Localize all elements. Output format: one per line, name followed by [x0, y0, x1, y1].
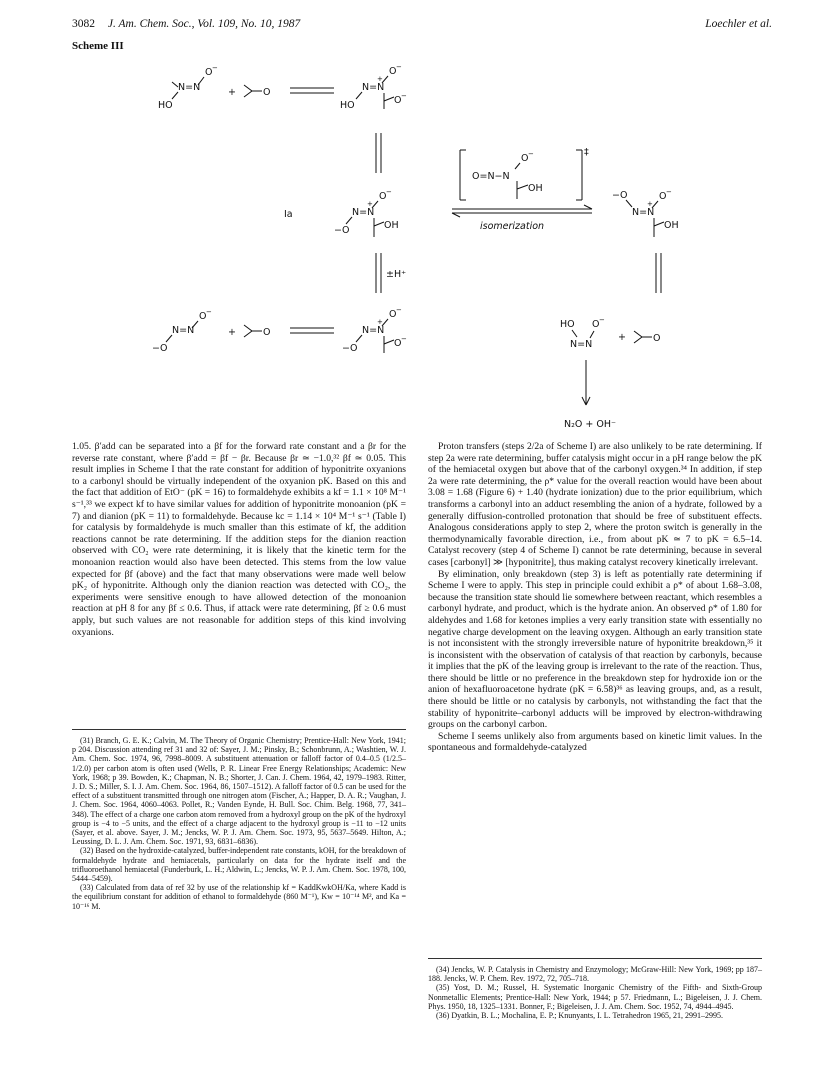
svg-text:N=N: N=N [362, 82, 385, 93]
page-number: 3082 [72, 18, 95, 30]
right-paragraph-2: By elimination, only breakdown (step 3) is left as potentially rate determining if Scheme I were to apply. This step in principle could exhibit a ρ* of about 1.68–3.08, because the transition state should lie somewhere between reactant, which resembles a carbonyl hydrate, and product, which is the hydrate anion. An observed ρ* of 1.80 for aldehydes and 1.68 for ketones implies a very early transition state with essentially no negative charge development on the leaving oxygen. Although an early transition state is not inconsistent with the strongly irreversible nature of hyponitrite breakdown,³⁵ it is inconsistent with the observation of catalysis of that reaction by carbonyls, because it implies that the pK of the leaving group is irrelevant to the rate of the reaction. Thus, there should be little or no preference in the breakdown step for hydroxide ion or the anion of hexafluoroacetone hydrate (pK = 6.58)³⁶ as leaving groups, and, as a result, there should be little or no catalysis by carbonyls, not withstanding the fact that the stability of hyponitrite–carbonyl adducts will be improved by electron-withdrawing groups on the carbonyl carbon. [428, 568, 762, 731]
acetone-structure-2 [244, 325, 270, 338]
svg-text:O: O [205, 67, 213, 78]
label-ia: Ia [284, 209, 293, 220]
hyponitrite-dianion-structure [152, 308, 212, 354]
cis-hyponitrite-structure [560, 316, 605, 350]
equilibrium-arrow [290, 88, 334, 93]
svg-text:−: − [528, 150, 534, 158]
intermediate-ia-structure [334, 188, 399, 237]
svg-text:N=N: N=N [632, 207, 655, 218]
footnote-36: (36) Dyatkin, B. L.; Mochalina, E. P.; Knunyants, I. L. Tetrahedron 1965, 21, 2991–2995. [436, 1011, 724, 1021]
footnotes-left [72, 736, 406, 911]
svg-text:−: − [599, 316, 605, 324]
reaction-scheme-svg [72, 55, 772, 440]
svg-text:+: + [377, 75, 383, 83]
footnotes-right [428, 965, 762, 1020]
plus-sign: + [228, 87, 236, 98]
svg-text:−: − [401, 335, 407, 343]
footnote-divider-right [428, 958, 762, 959]
svg-text:−O: −O [612, 190, 628, 201]
svg-text:−: − [386, 188, 392, 196]
svg-text:−O: −O [342, 343, 358, 354]
svg-text:O: O [592, 319, 600, 330]
svg-text:−: − [666, 188, 672, 196]
ts-bracket [460, 147, 589, 200]
journal-citation: J. Am. Chem. Soc., Vol. 109, No. 10, 1987 [107, 18, 301, 30]
svg-text:O: O [394, 338, 402, 349]
svg-text:HO: HO [340, 100, 355, 111]
plus-sign-2: + [228, 327, 236, 338]
svg-text:−: − [396, 63, 402, 71]
equilibrium-arrow-2 [290, 328, 334, 333]
footnote-35: (35) Yost, D. M.; Russel, H. Systematic Inorganic Chemistry of the Fifth- and Sixth-Group Nonmetallic Elements; Prentice-Hall: New York, 1944; p 57. Friedmann, L.; Bigeleisen, J. J. Chem. Phys. 1950, 18, 1325–1331. Bonner, F.; Bigeleisen, J. J. Am. Chem. Soc. 1952, 74, 4944–4945. [428, 983, 762, 1011]
footnote-divider-left [72, 729, 406, 730]
header-journal-line [72, 18, 300, 30]
svg-text:O: O [199, 311, 207, 322]
svg-text:−O: −O [152, 343, 168, 354]
scheme-iii-diagram [72, 55, 772, 440]
proton-transfer-label: ±H⁺ [386, 269, 407, 280]
plus-sign-3: + [618, 332, 626, 343]
svg-text:O: O [394, 95, 402, 106]
author-running-head: Loechler et al. [705, 18, 772, 30]
svg-text:−: − [396, 306, 402, 314]
svg-text:O: O [389, 66, 397, 77]
acetone-structure [244, 85, 270, 98]
footnote-34: (34) Jencks, W. P. Catalysis in Chemistry and Enzymology; McGraw-Hill: New York, 1969; pp 187–188. Jencks, W. P. Chem. Rev. 1972, 72, 705–718. [428, 965, 762, 984]
acetone-structure-3 [634, 331, 660, 344]
right-paragraph-1: Proton transfers (steps 2/2a of Scheme I) are also unlikely to be rate determining. If step 2a were rate determining, buffer catalysis might occur in a pH range below the pK of the hemiacetal oxygen but above that of the carbonyl oxygen.³⁴ In addition, if step 2a were rate determining, the ρ* value for the overall reaction would have been about 3.08 = 1.68 (Figure 6) + 1.40 (hydrate ionization) due to the prior equilibrium, which transforms a carbonyl into an adduct resembling the anion of a hydrate, followed by a generally diffusion-controlled protonation that should be free of substituent effects. Analogous considerations apply to step 2, where the proton switch is generally in the thermodynamically favorable direction, i.e., from about pK ≃ 7 to pK = 6.5–14. Catalyst recovery (step 4 of Scheme I) cannot be rate determining, because in several cases [carbonyl] ≫ [hyponitrite], thus making catalyst recovery kinetically irrelevant. [428, 441, 762, 568]
isomerization-arrow [452, 205, 592, 217]
svg-text:+: + [647, 200, 653, 208]
vertical-equilibrium-arrow-2 [376, 253, 381, 293]
svg-text:O: O [263, 87, 271, 98]
svg-text:O: O [379, 191, 387, 202]
svg-text:O: O [389, 309, 397, 320]
svg-text:+: + [367, 200, 373, 208]
svg-text:HO: HO [560, 319, 575, 330]
hyponitrite-monoanion-structure [158, 64, 218, 111]
dagger-symbol: ‡ [584, 147, 589, 158]
svg-text:N=N: N=N [178, 82, 201, 93]
svg-text:O: O [653, 333, 661, 344]
svg-text:O=N−N: O=N−N [472, 171, 510, 182]
isomerization-label: isomerization [480, 221, 545, 232]
footnote-33: (33) Calculated from data of ref 32 by use of the relationship kf = KaddKwkOH/Ka, where Kadd is the equilibrium constant for addition of ethanol to formaldehyde (860 M⁻¹), Kw = 10⁻¹⁴ M², and Ka = 10⁻¹⁶ M. [72, 883, 406, 911]
svg-text:+: + [377, 318, 383, 326]
monoanion-adduct-structure [340, 63, 407, 111]
svg-text:O: O [521, 153, 529, 164]
svg-text:−: − [206, 308, 212, 316]
footnote-32: (32) Based on the hydroxide-catalyzed, buffer-independent rate constants, kOH, for the breakdown of formaldehyde hydrate and hemiacetals, particularly on data for the hydrate itself and the trifluoroethanol hemiacetal (Funderburk, L. H.; Aldwin, L.; Jencks, W. P. J. Am. Chem. Soc. 1978, 100, 5444–5459). [72, 846, 406, 884]
svg-text:O: O [659, 191, 667, 202]
isomer-structure [612, 188, 679, 237]
right-column [428, 441, 762, 754]
svg-text:N=N: N=N [362, 325, 385, 336]
vertical-equilibrium-arrow-1 [376, 133, 381, 173]
running-header [72, 18, 772, 34]
svg-text:HO: HO [158, 100, 173, 111]
svg-text:−O: −O [334, 225, 350, 236]
svg-text:N=N: N=N [172, 325, 195, 336]
svg-text:−: − [401, 92, 407, 100]
svg-text:N=N: N=N [352, 207, 375, 218]
footnote-31: (31) Branch, G. E. K.; Calvin, M. The Theory of Organic Chemistry; Prentice-Hall: New York, 1941; p 204. Discussion attending ref 31 and 32 of: Sayer, J. M.; Pinsky, B.; Schonbrunn, A.; Washtien, W. J. Am. Chem. Soc. 1974, 96, 7998–8009. A substituent attenuation or falloff factor of 0.4–0.5 (1/2.5–1/2.0) per carbon atom is often used (Wells, P. R. Linear Free Energy Relationships; Academic: New York, 1968; p 39. Bowden, K.; Chapman, N. B.; Shorter, J. Can. J. Chem. 1964, 42, 1979–1983. Ritter, J. D. S.; Miller, S. I. J. Am. Chem. Soc. 1964, 86, 1507–1512). A falloff factor of 0.5 can be used for the effect of a substituent transmitted through one nitrogen atom (Fischer, A.; Happer, D. A. R.; Vaughan, J. J. Chem. Soc. 1964, 4060–4063. Pollet, R.; Vanden Eynde, H. Bull. Soc. Chim. Belg. 1968, 77, 341–348). The effect of a charge one carbon atom removed from a hydroxyl group on the pK of the hydroxyl group is −4 to −5 units, and the effect of a charge adjacent to the hydroxyl group is −11 to −12 units (Sayer, et al. above. Sayer, J. M.; Jencks, W. P. J. Am. Chem. Soc. 1973, 95, 5637–5649. Hilton, A.; Leussing, D. L. J. Am. Chem. Soc. 1971, 93, 6831–6836). [72, 736, 406, 847]
svg-text:O: O [263, 327, 271, 338]
svg-text:−: − [212, 64, 218, 72]
left-column [72, 441, 406, 638]
scheme-title: Scheme III [72, 40, 124, 52]
vertical-equilibrium-arrow-3 [656, 253, 661, 293]
right-paragraph-3: Scheme I seems unlikely also from arguments based on kinetic limit values. In the spontaneous and formaldehyde-catalyzed [428, 730, 762, 754]
decomposition-arrow [582, 360, 590, 405]
left-paragraph-1: 1.05. β′add can be separated into a βf for the forward rate constant and a βr for the reverse rate constant, where β′add = βf − βr. Because βr ≃ −1.0,³² βf ≃ 0.05. This result implies in Scheme I that the rate constant for addition of hyponitrite oxyanions to a carbonyl should be virtually independent of the oxyanion pK. Based on this and the fact that addition of EtO⁻ (pK = 16) to formaldehyde exhibits a kf = 1.1 × 10⁸ M⁻¹ s⁻¹,³³ we expect kf to have similar values for addition of hyponitrite monoanion (pK = 7) and dianion (pK = 11) to formaldehyde. Because kc = 1.14 × 10⁴ M⁻¹ s⁻¹ (Table I) for catalysis by formaldehyde is much smaller than this estimate of kf, the addition reactions cannot be rate determining. If the addition steps for the dianion reaction observed with CO₂ were rate determining, it is likely that the kinetic term for the monoanion reaction would also have been detected. This stems from the low value expected for βf (above) and the fact that many observations were made well below pK₂ of hyponitrite. Although only the dianion reaction was detected with CO₂, the experiments were sensitive enough to have allowed detection of the monoanion reaction at pH 8 for any βf ≤ 0.6. Thus, if attack were rate determining, βf ≥ 0.6 must apply, but such values are not reasonable for addition steps of this kind involving oxyanions. [72, 441, 406, 638]
dianion-adduct-structure [342, 306, 407, 354]
svg-text:OH: OH [384, 220, 399, 231]
decomposition-products: N₂O + OH⁻ [564, 419, 617, 430]
svg-text:N=N: N=N [570, 339, 593, 350]
svg-text:OH: OH [664, 220, 679, 231]
svg-text:OH: OH [528, 183, 543, 194]
